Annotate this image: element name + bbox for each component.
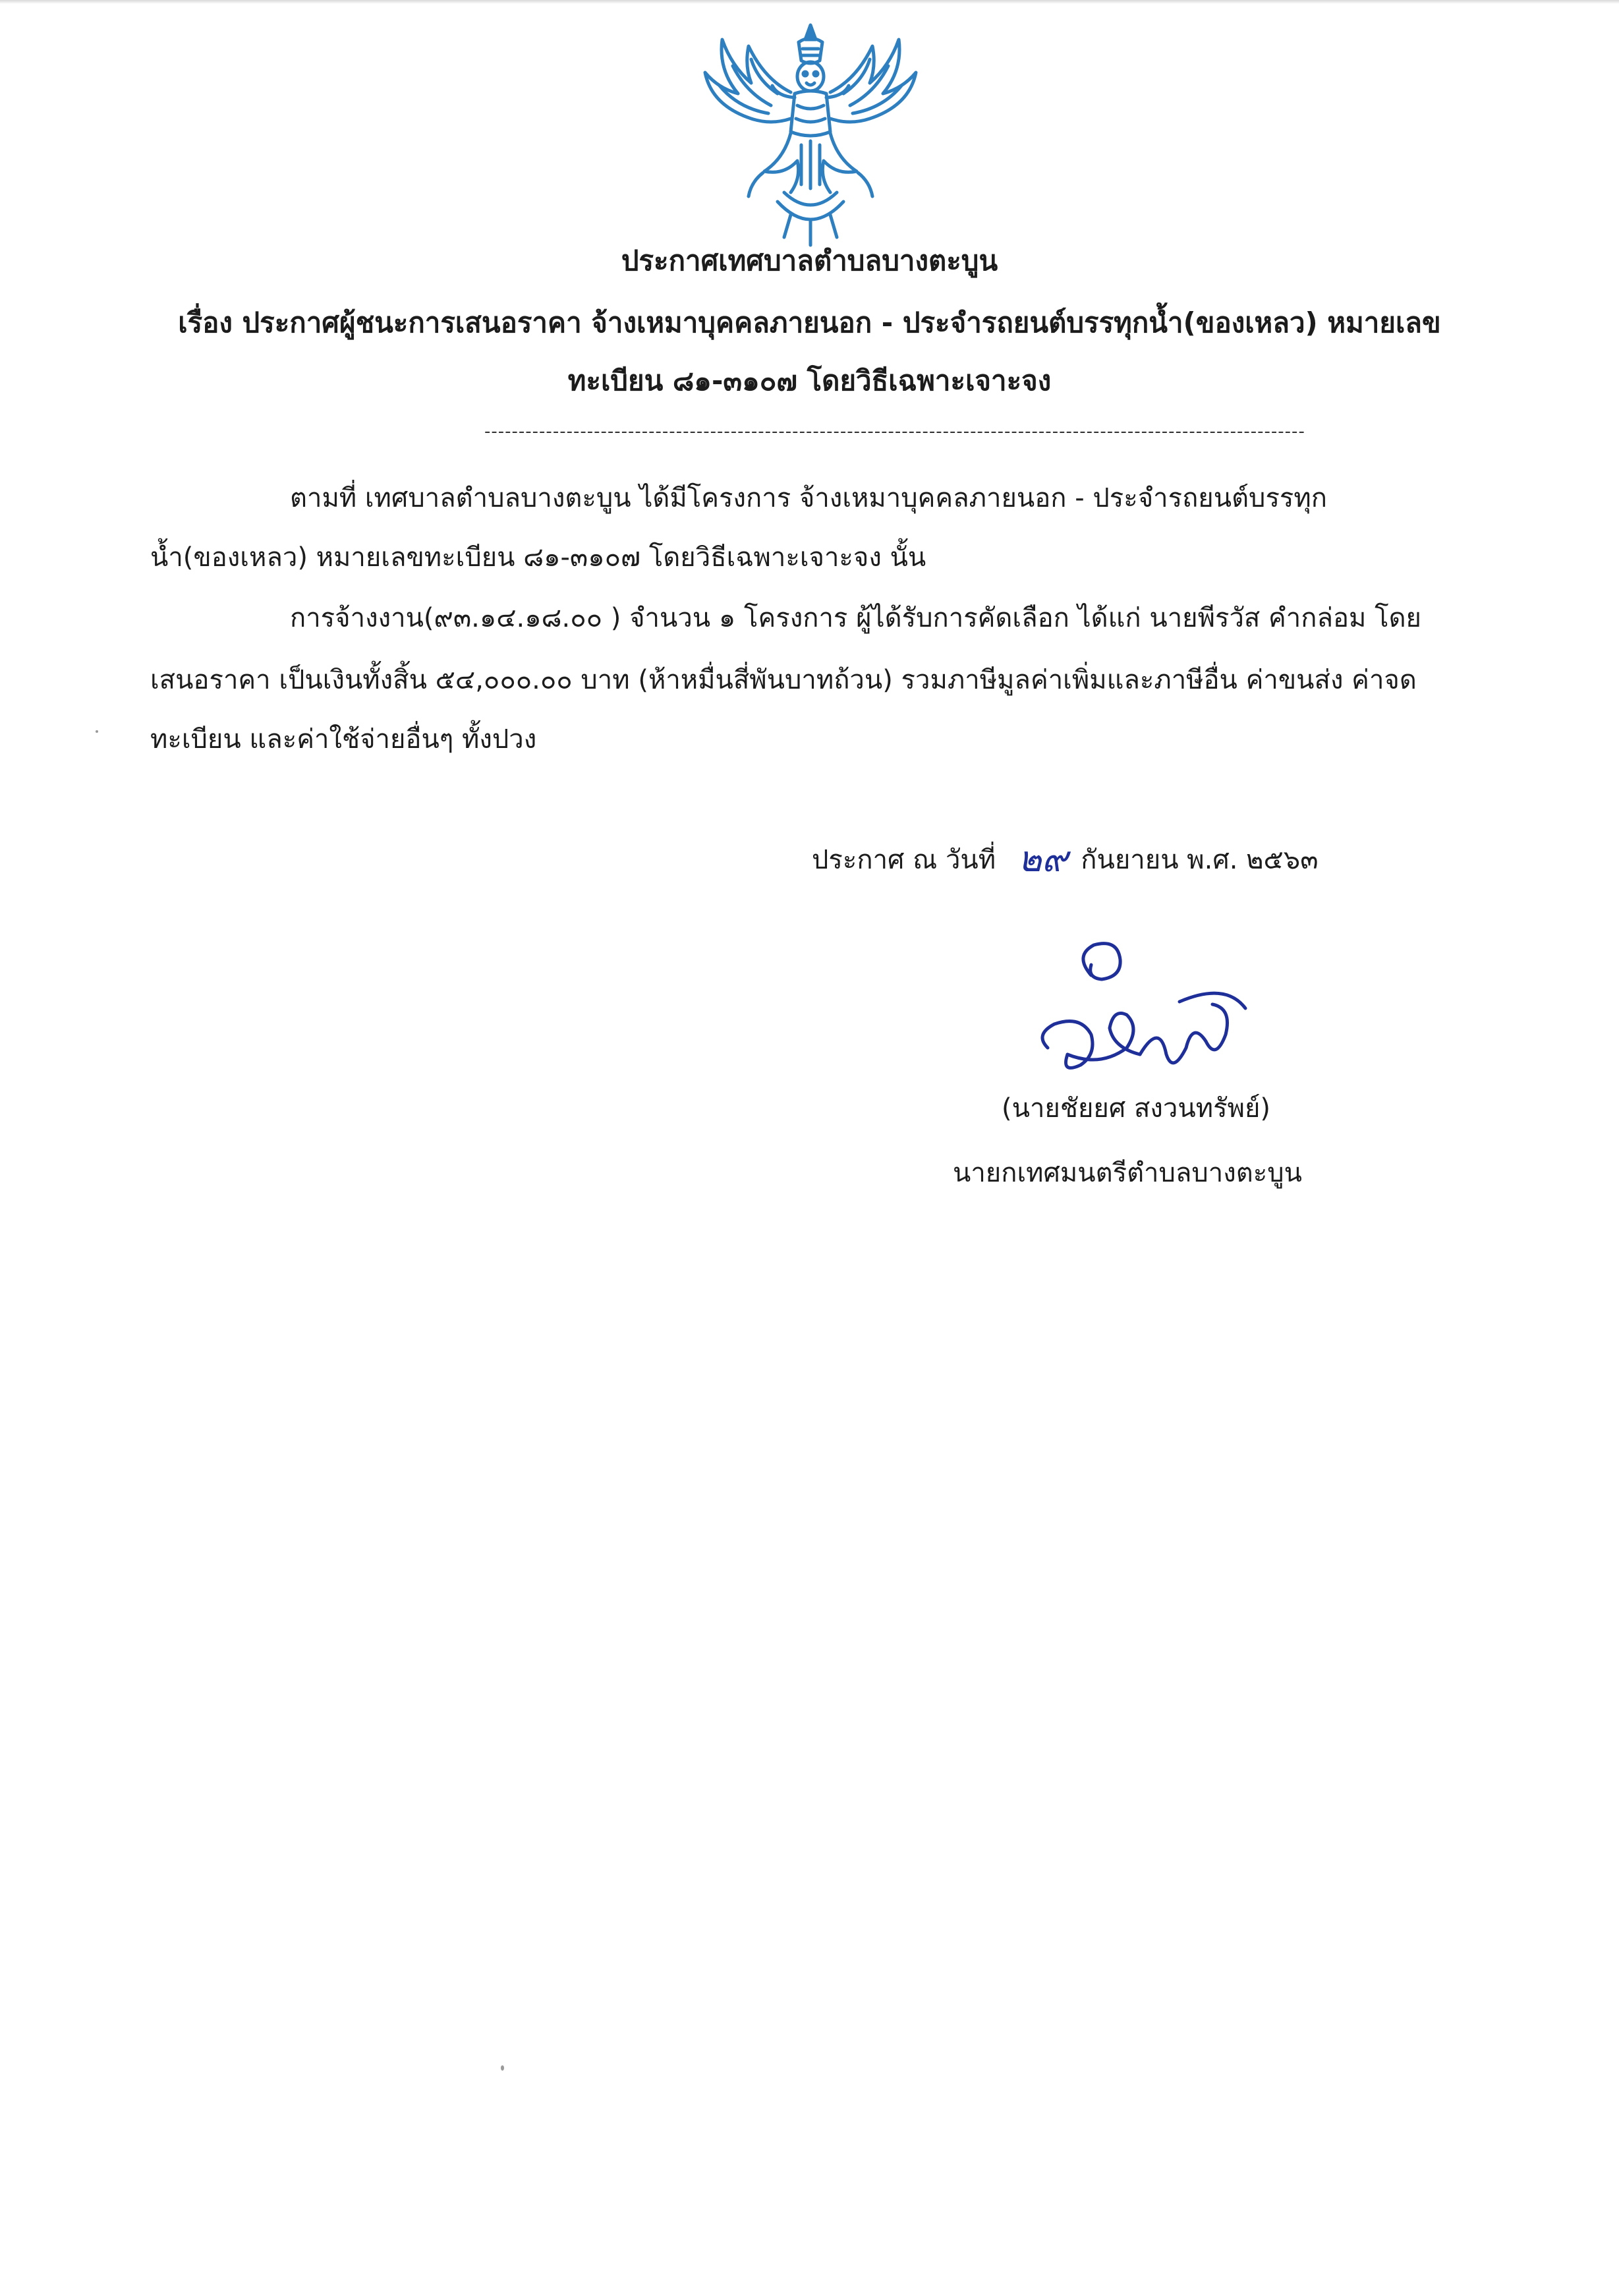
announcement-title: ประกาศเทศบาลตำบลบางตะบูน [621, 244, 998, 277]
subject-line: เรื่อง ประกาศผู้ชนะการเสนอราคา จ้างเหมาบุคคลภายนอก - ประจำรถยนต์บรรทุกน้ำ(ของเหลว) หมายเลข [178, 306, 1441, 339]
date-month-year: กันยายน พ.ศ. ๒๕๖๓ [1081, 845, 1319, 875]
body-paragraph-1-line-2: น้ำ(ของเหลว) หมายเลขทะเบียน ๘๑-๓๑๐๗ โดยวิธีเฉพาะเจาะจง นั้น [150, 542, 926, 573]
scan-edge [0, 0, 1619, 4]
garuda-emblem-icon [685, 20, 936, 250]
divider: ------------------------------------------------------------------------------------------------------------------------ [484, 422, 1305, 442]
date-prefix: ประกาศ ณ วันที่ [812, 845, 996, 875]
scan-speck [96, 730, 98, 733]
signer-title: นายกเทศมนตรีตำบลบางตะบูน [953, 1158, 1302, 1188]
body-paragraph-2-line-1: การจ้างงาน(๙๓.๑๔.๑๘.๐๐ ) จำนวน ๑ โครงการ ผู้ได้รับการคัดเลือก ได้แก่ นายพีรวัส คำกล่อม โดย [290, 603, 1421, 633]
subject-line-continued: ทะเบียน ๘๑-๓๑๐๗ โดยวิธีเฉพาะเจาะจง [567, 364, 1052, 397]
body-paragraph-2-line-2: เสนอราคา เป็นเงินทั้งสิ้น ๕๔,๐๐๐.๐๐ บาท (ห้าหมื่นสี่พันบาทถ้วน) รวมภาษีมูลค่าเพิ่มและภาษีอื่น ค่าขนส่ง ค่าจด [150, 665, 1417, 695]
handwritten-signature [1028, 936, 1265, 1087]
body-paragraph-2-line-3: ทะเบียน และค่าใช้จ่ายอื่นๆ ทั้งปวง [150, 724, 537, 755]
announcement-date [812, 840, 1319, 880]
signer-name: (นายชัยยศ สงวนทรัพย์) [1002, 1093, 1270, 1124]
scan-speck [501, 2065, 504, 2071]
body-paragraph-1-line-1: ตามที่ เทศบาลตำบลบางตะบูน ได้มีโครงการ จ้างเหมาบุคคลภายนอก - ประจำรถยนต์บรรทุก [290, 483, 1328, 513]
handwritten-day: ๒๙ [1018, 838, 1068, 880]
